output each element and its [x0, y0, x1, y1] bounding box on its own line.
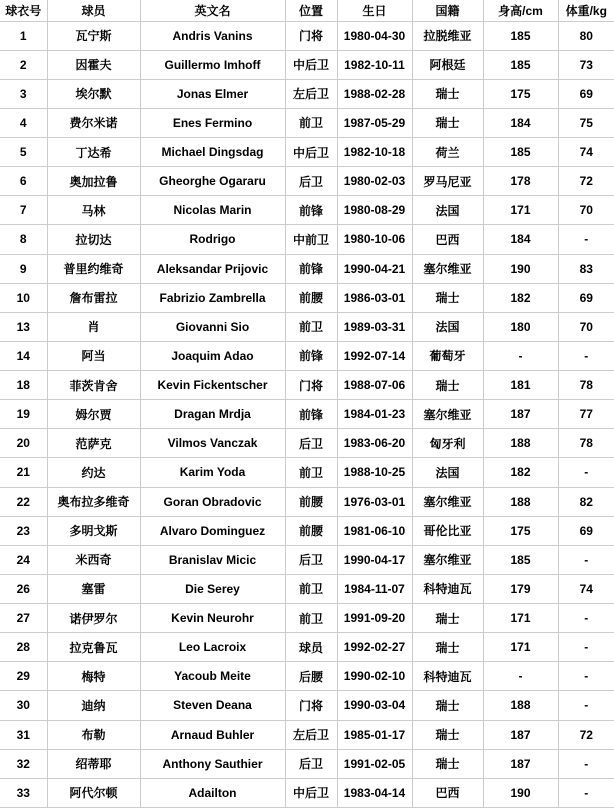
table-cell: 门将 — [285, 21, 337, 50]
table-cell: 69 — [558, 516, 614, 545]
table-cell: 迪纳 — [47, 691, 140, 720]
table-cell: 188 — [483, 487, 558, 516]
table-cell: 肖 — [47, 312, 140, 341]
table-row — [0, 138, 614, 167]
table-cell: 罗马尼亚 — [412, 167, 483, 196]
table-cell: 后卫 — [285, 545, 337, 574]
table-cell: 8 — [0, 225, 47, 254]
table-cell: 瑞士 — [412, 604, 483, 633]
table-cell: 187 — [483, 720, 558, 749]
table-cell: 74 — [558, 574, 614, 603]
table-row — [0, 225, 614, 254]
table-row — [0, 545, 614, 574]
table-cell: 1981-06-10 — [337, 516, 412, 545]
table-cell: 因霍夫 — [47, 50, 140, 79]
table-cell: 1990-02-10 — [337, 662, 412, 691]
table-cell: - — [558, 458, 614, 487]
table-cell: Jonas Elmer — [140, 79, 285, 108]
table-cell: 中后卫 — [285, 138, 337, 167]
table-cell: 70 — [558, 196, 614, 225]
table-cell: 瑞士 — [412, 79, 483, 108]
table-cell: 1986-03-01 — [337, 283, 412, 312]
table-cell: Joaquim Adao — [140, 341, 285, 370]
table-cell: 前卫 — [285, 604, 337, 633]
table-cell: 175 — [483, 516, 558, 545]
table-cell: 法国 — [412, 196, 483, 225]
table-row — [0, 254, 614, 283]
table-cell: 匈牙利 — [412, 429, 483, 458]
table-cell: 1988-02-28 — [337, 79, 412, 108]
table-cell: 77 — [558, 400, 614, 429]
table-cell: 多明戈斯 — [47, 516, 140, 545]
table-cell: 左后卫 — [285, 79, 337, 108]
table-cell: 180 — [483, 312, 558, 341]
table-row — [0, 341, 614, 370]
table-cell: 74 — [558, 138, 614, 167]
table-row — [0, 633, 614, 662]
table-cell: 1984-01-23 — [337, 400, 412, 429]
table-row — [0, 400, 614, 429]
table-cell: Yacoub Meite — [140, 662, 285, 691]
table-cell: 27 — [0, 604, 47, 633]
table-cell: 82 — [558, 487, 614, 516]
table-cell: 前卫 — [285, 312, 337, 341]
table-cell: 1980-08-29 — [337, 196, 412, 225]
table-cell: Fabrizio Zambrella — [140, 283, 285, 312]
column-header-0: 球衣号 — [0, 0, 47, 21]
table-header-row — [0, 0, 614, 21]
table-cell: 普里约维奇 — [47, 254, 140, 283]
table-cell: - — [558, 225, 614, 254]
table-cell: 19 — [0, 400, 47, 429]
table-cell: 拉切达 — [47, 225, 140, 254]
table-cell: Karim Yoda — [140, 458, 285, 487]
table-row — [0, 21, 614, 50]
table-cell: 78 — [558, 371, 614, 400]
table-cell: 184 — [483, 225, 558, 254]
table-cell: 182 — [483, 283, 558, 312]
table-cell: 188 — [483, 691, 558, 720]
table-cell: 1991-02-05 — [337, 749, 412, 778]
table-cell: 前卫 — [285, 108, 337, 137]
table-cell: 左后卫 — [285, 720, 337, 749]
table-cell: - — [558, 749, 614, 778]
table-row — [0, 749, 614, 778]
table-cell: - — [558, 778, 614, 807]
table-cell: 22 — [0, 487, 47, 516]
table-cell: - — [558, 341, 614, 370]
table-cell: 费尔米诺 — [47, 108, 140, 137]
table-cell: 28 — [0, 633, 47, 662]
table-cell: Anthony Sauthier — [140, 749, 285, 778]
table-row — [0, 371, 614, 400]
table-cell: 门将 — [285, 691, 337, 720]
table-row — [0, 196, 614, 225]
table-cell: 1980-02-03 — [337, 167, 412, 196]
table-cell: 10 — [0, 283, 47, 312]
table-cell: 1983-06-20 — [337, 429, 412, 458]
table-row — [0, 50, 614, 79]
table-row — [0, 79, 614, 108]
table-cell: 185 — [483, 50, 558, 79]
table-cell: 29 — [0, 662, 47, 691]
table-cell: 185 — [483, 21, 558, 50]
table-cell: 埃尔默 — [47, 79, 140, 108]
table-cell: 14 — [0, 341, 47, 370]
table-row — [0, 108, 614, 137]
table-cell: 科特迪瓦 — [412, 574, 483, 603]
table-cell: 前锋 — [285, 400, 337, 429]
table-cell: Aleksandar Prijovic — [140, 254, 285, 283]
table-cell: 奥布拉多维奇 — [47, 487, 140, 516]
table-cell: 190 — [483, 254, 558, 283]
table-cell: 巴西 — [412, 225, 483, 254]
table-cell: Die Serey — [140, 574, 285, 603]
table-cell: 法国 — [412, 312, 483, 341]
table-cell: 9 — [0, 254, 47, 283]
table-cell: Steven Deana — [140, 691, 285, 720]
table-cell: - — [558, 691, 614, 720]
table-cell: Alvaro Dominguez — [140, 516, 285, 545]
table-cell: 185 — [483, 545, 558, 574]
table-cell: 72 — [558, 720, 614, 749]
table-cell: - — [558, 662, 614, 691]
table-cell: 前腰 — [285, 516, 337, 545]
table-cell: 丁达希 — [47, 138, 140, 167]
table-cell: 约达 — [47, 458, 140, 487]
table-cell: 182 — [483, 458, 558, 487]
table-cell: 葡萄牙 — [412, 341, 483, 370]
table-row — [0, 458, 614, 487]
table-cell: 塞尔维亚 — [412, 545, 483, 574]
table-cell: 詹布雷拉 — [47, 283, 140, 312]
table-cell: 姆尔贾 — [47, 400, 140, 429]
table-cell: 178 — [483, 167, 558, 196]
table-cell: 33 — [0, 778, 47, 807]
table-cell: 75 — [558, 108, 614, 137]
table-cell: 32 — [0, 749, 47, 778]
table-row — [0, 167, 614, 196]
table-cell: 瑞士 — [412, 749, 483, 778]
table-cell: - — [558, 604, 614, 633]
table-cell: Arnaud Buhler — [140, 720, 285, 749]
table-cell: Gheorghe Ogararu — [140, 167, 285, 196]
column-header-2: 英文名 — [140, 0, 285, 21]
table-row — [0, 516, 614, 545]
table-cell: Goran Obradovic — [140, 487, 285, 516]
table-cell: 巴西 — [412, 778, 483, 807]
table-cell: 73 — [558, 50, 614, 79]
table-cell: 7 — [0, 196, 47, 225]
table-cell: - — [558, 545, 614, 574]
table-cell: Guillermo Imhoff — [140, 50, 285, 79]
table-cell: Nicolas Marin — [140, 196, 285, 225]
table-cell: 13 — [0, 312, 47, 341]
table-cell: 1985-01-17 — [337, 720, 412, 749]
table-cell: 5 — [0, 138, 47, 167]
table-cell: 21 — [0, 458, 47, 487]
table-cell: 阿根廷 — [412, 50, 483, 79]
table-cell: 前腰 — [285, 487, 337, 516]
table-cell: 83 — [558, 254, 614, 283]
table-cell: 171 — [483, 196, 558, 225]
table-cell: Rodrigo — [140, 225, 285, 254]
column-header-6: 身高/cm — [483, 0, 558, 21]
table-cell: Kevin Fickentscher — [140, 371, 285, 400]
table-cell: - — [483, 662, 558, 691]
table-cell: 187 — [483, 400, 558, 429]
table-row — [0, 487, 614, 516]
table-cell: 69 — [558, 79, 614, 108]
table-cell: 181 — [483, 371, 558, 400]
table-cell: 塞尔维亚 — [412, 254, 483, 283]
table-cell: 184 — [483, 108, 558, 137]
table-cell: 瑞士 — [412, 720, 483, 749]
table-row — [0, 429, 614, 458]
table-cell: 187 — [483, 749, 558, 778]
table-cell: 26 — [0, 574, 47, 603]
table-cell: 18 — [0, 371, 47, 400]
column-header-1: 球员 — [47, 0, 140, 21]
table-cell: 中后卫 — [285, 778, 337, 807]
table-cell: 范萨克 — [47, 429, 140, 458]
column-header-3: 位置 — [285, 0, 337, 21]
table-cell: 1989-03-31 — [337, 312, 412, 341]
table-cell: 69 — [558, 283, 614, 312]
table-cell: 哥伦比亚 — [412, 516, 483, 545]
table-cell: 1980-04-30 — [337, 21, 412, 50]
table-cell: 菲茨肯舍 — [47, 371, 140, 400]
table-body — [0, 21, 614, 808]
table-cell: 阿代尔顿 — [47, 778, 140, 807]
table-cell: 马林 — [47, 196, 140, 225]
table-cell: 179 — [483, 574, 558, 603]
table-cell: 1982-10-11 — [337, 50, 412, 79]
table-cell: 1990-04-17 — [337, 545, 412, 574]
table-cell: 塞尔维亚 — [412, 487, 483, 516]
table-cell: 法国 — [412, 458, 483, 487]
table-cell: 1988-07-06 — [337, 371, 412, 400]
table-cell: 前腰 — [285, 283, 337, 312]
table-cell: 171 — [483, 633, 558, 662]
table-cell: 185 — [483, 138, 558, 167]
table-cell: 1980-10-06 — [337, 225, 412, 254]
table-cell: 拉克鲁瓦 — [47, 633, 140, 662]
table-cell: 1991-09-20 — [337, 604, 412, 633]
table-cell: 171 — [483, 604, 558, 633]
table-cell: 米西奇 — [47, 545, 140, 574]
table-cell: 31 — [0, 720, 47, 749]
table-row — [0, 720, 614, 749]
table-cell: Dragan Mrdja — [140, 400, 285, 429]
column-header-5: 国籍 — [412, 0, 483, 21]
table-cell: 前锋 — [285, 196, 337, 225]
table-cell: 20 — [0, 429, 47, 458]
table-row — [0, 283, 614, 312]
table-cell: Andris Vanins — [140, 21, 285, 50]
table-cell: 门将 — [285, 371, 337, 400]
table-cell: 后腰 — [285, 662, 337, 691]
table-cell: 瑞士 — [412, 633, 483, 662]
table-cell: 1990-04-21 — [337, 254, 412, 283]
table-cell: 瓦宁斯 — [47, 21, 140, 50]
table-cell: - — [483, 341, 558, 370]
table-cell: 80 — [558, 21, 614, 50]
table-cell: 1976-03-01 — [337, 487, 412, 516]
table-cell: - — [558, 633, 614, 662]
column-header-4: 生日 — [337, 0, 412, 21]
table-cell: 72 — [558, 167, 614, 196]
table-cell: Enes Fermino — [140, 108, 285, 137]
table-cell: 前锋 — [285, 341, 337, 370]
table-cell: 78 — [558, 429, 614, 458]
table-cell: 1 — [0, 21, 47, 50]
table-cell: 23 — [0, 516, 47, 545]
table-cell: Leo Lacroix — [140, 633, 285, 662]
table-row — [0, 778, 614, 807]
table-row — [0, 662, 614, 691]
table-cell: 绍蒂耶 — [47, 749, 140, 778]
table-cell: 前卫 — [285, 458, 337, 487]
table-cell: Vilmos Vanczak — [140, 429, 285, 458]
table-cell: 梅特 — [47, 662, 140, 691]
table-cell: 1984-11-07 — [337, 574, 412, 603]
table-cell: 4 — [0, 108, 47, 137]
table-cell: 后卫 — [285, 749, 337, 778]
table-cell: 1992-07-14 — [337, 341, 412, 370]
table-cell: Branislav Micic — [140, 545, 285, 574]
table-row — [0, 691, 614, 720]
table-cell: 1983-04-14 — [337, 778, 412, 807]
column-header-7: 体重/kg — [558, 0, 614, 21]
table-cell: 中后卫 — [285, 50, 337, 79]
table-cell: 瑞士 — [412, 691, 483, 720]
table-cell: 188 — [483, 429, 558, 458]
table-cell: 24 — [0, 545, 47, 574]
table-cell: 1982-10-18 — [337, 138, 412, 167]
table-cell: 后卫 — [285, 429, 337, 458]
table-cell: 球员 — [285, 633, 337, 662]
table-cell: 前锋 — [285, 254, 337, 283]
table-cell: 科特迪瓦 — [412, 662, 483, 691]
table-cell: 拉脱维亚 — [412, 21, 483, 50]
table-cell: Michael Dingsdag — [140, 138, 285, 167]
table-cell: 瑞士 — [412, 283, 483, 312]
table-cell: 175 — [483, 79, 558, 108]
table-cell: 奥加拉鲁 — [47, 167, 140, 196]
table-cell: Giovanni Sio — [140, 312, 285, 341]
table-cell: 阿当 — [47, 341, 140, 370]
table-cell: 1990-03-04 — [337, 691, 412, 720]
table-cell: 布勒 — [47, 720, 140, 749]
table-cell: 3 — [0, 79, 47, 108]
table-cell: 70 — [558, 312, 614, 341]
table-cell: 前卫 — [285, 574, 337, 603]
table-row — [0, 312, 614, 341]
table-cell: 1992-02-27 — [337, 633, 412, 662]
table-cell: 后卫 — [285, 167, 337, 196]
table-cell: 荷兰 — [412, 138, 483, 167]
table-row — [0, 574, 614, 603]
table-cell: 诺伊罗尔 — [47, 604, 140, 633]
table-cell: 塞尔维亚 — [412, 400, 483, 429]
table-row — [0, 604, 614, 633]
table-cell: 30 — [0, 691, 47, 720]
table-cell: 中前卫 — [285, 225, 337, 254]
table-cell: 6 — [0, 167, 47, 196]
table-cell: Adailton — [140, 778, 285, 807]
table-cell: Kevin Neurohr — [140, 604, 285, 633]
table-cell: 2 — [0, 50, 47, 79]
table-cell: 瑞士 — [412, 108, 483, 137]
table-cell: 瑞士 — [412, 371, 483, 400]
table-cell: 1988-10-25 — [337, 458, 412, 487]
table-cell: 1987-05-29 — [337, 108, 412, 137]
table-cell: 塞雷 — [47, 574, 140, 603]
table-cell: 190 — [483, 778, 558, 807]
